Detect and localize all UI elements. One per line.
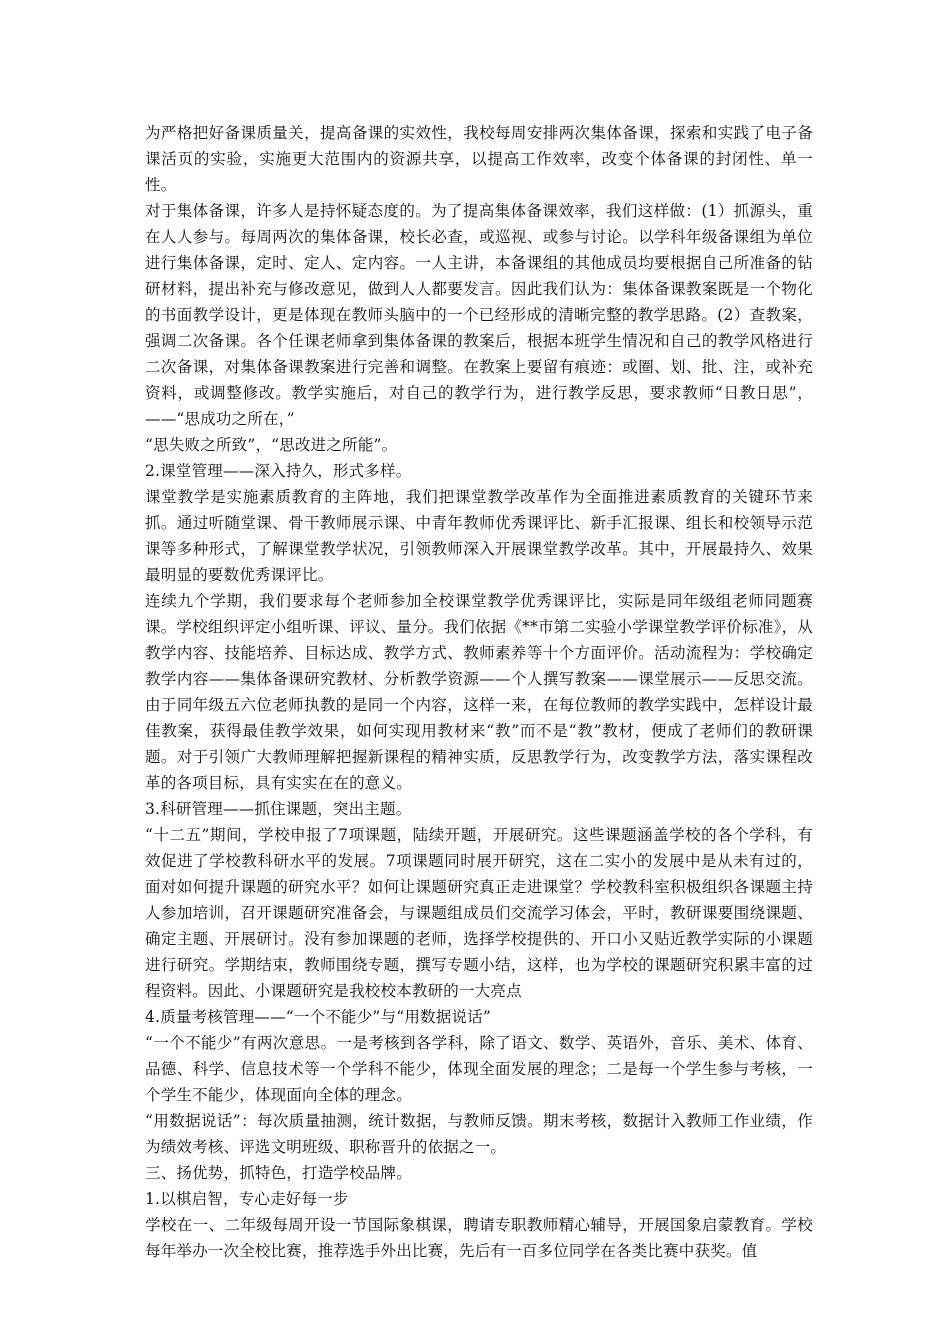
paragraph-14: 学校在一、二年级每周开设一节国际象棋课，聘请专职教师精心辅导，开展国象启蒙教育。学校每年举办一次全校比赛，推荐选手外出比赛，先后有一百多位同学在各类比赛中获奖。值 — [145, 1216, 813, 1260]
document-body — [145, 120, 813, 1264]
paragraph-6: 连续九个学期，我们要求每个老师参加全校课堂教学优秀课评比，实际是同年级组老师同题赛课。学校组织评定小组听课、评议、量分。我们依据《**市第二实验小学课堂教学评价标准》，从教学内容、技能培养、目标达成、教学方式、教师素养等十个方面评价。活动流程为：学校确定教学内容——集体备课研究教材、分析教学资源——个人撰写教案——课堂展示——反思交流。由于同年级五六位老师执教的是同一个内容，这样一来，在每位教师的教学实践中，怎样设计最佳教案，获得最佳教学效果，如何实现用教材来“教”而不是“教”教材，便成了老师们的教研课题。对于引领广大教师理解把握新课程的精神实质，反思教学行为，改变教学方法，落实课程改革的各项目标，具有实实在在的意义。 — [145, 592, 813, 792]
paragraph-11: “用数据说话”：每次质量抽测，统计数据，与教师反馈。期末考核，数据计入教师工作业绩，作为绩效考核、评选文明班级、职称晋升的依据之一。 — [145, 1112, 813, 1156]
paragraph-10: “一个不能少”有两次意思。一是考核到各学科，除了语文、数学、英语外，音乐、美术、体育、品德、科学、信息技术等一个学科不能少，体现全面发展的理念；二是每一个学生参与考核，一个学生不能少，体现面向全体的理念。 — [145, 1034, 813, 1104]
paragraph-1: 为严格把好备课质量关，提高备课的实效性，我校每周安排两次集体备课，探索和实践了电子备课活页的实验，实施更大范围内的资源共享，以提高工作效率，改变个体备课的封闭性、单一性。 — [145, 124, 813, 194]
subsection-heading-chess: 1.以棋启智，专心走好每一步 — [145, 1190, 349, 1208]
paragraph-5: 课堂教学是实施素质教育的主阵地，我们把课堂教学改革作为全面推进素质教育的关键环节来抓。通过听随堂课、骨干教师展示课、中青年教师优秀课评比、新手汇报课、组长和校领导示范课等多种形式，了解课堂教学状况，引领教师深入开展课堂教学改革。其中，开展最持久、效果最明显的要数优秀课评比。 — [145, 488, 813, 584]
section-heading-research: 3.科研管理——抓住课题，突出主题。 — [145, 800, 412, 818]
section-heading-quality: 4.质量考核管理——“一个不能少”与“用数据说话” — [145, 1008, 491, 1026]
paragraph-3: “思失败之所致”，“思改进之所能”。 — [145, 436, 398, 454]
section-heading-classroom: 2.课堂管理——深入持久，形式多样。 — [145, 462, 412, 480]
paragraph-2: 对于集体备课，许多人是持怀疑态度的。为了提高集体备课效率，我们这样做：(1）抓源头，重在人人参与。每周两次的集体备课，校长必查，或巡视、或参与讨论。以学科年级备课组为单位进行集体备课，定时、定人、定内容。一人主讲，本备课组的其他成员均要根据自己所准备的钻研材料，提出补充与修改意见，做到人人都要发言。因此我们认为：集体备课教案既是一个物化的书面教学设计，更是体现在教师头脑中的一个已经形成的清晰完整的教学思路。(2）查教案，强调二次备课。各个任课老师拿到集体备课的教案后，根据本班学生情况和自己的教学风格进行二次备课，对集体备课教案进行完善和调整。在教案上要留有痕迹：或圈、划、批、注，或补充资料，或调整修改。教学实施后，对自己的教学行为，进行教学反思，要求教师“日教日思”，——“思成功之所在，” — [145, 202, 813, 428]
paragraph-8: “十二五”期间，学校申报了7项课题，陆续开题，开展研究。这些课题涵盖学校的各个学科，有效促进了学校教科研水平的发展。7项课题同时展开研究，这在二实小的发展中是从未有过的，面对如何提升课题的研究水平？如何让课题研究真正走进课堂？学校教科室积极组织各课题主持人参加培训，召开课题研究准备会，与课题组成员们交流学习体会，平时，教研课要围绕课题、确定主题、开展研讨。没有参加课题的老师，选择学校提供的、开口小又贴近教学实际的小课题进行研究。学期结束，教师围绕专题，撰写专题小结，这样，也为学校的课题研究积累丰富的过程资料。因此、小课题研究是我校校本教研的一大亮点 — [145, 826, 813, 1000]
section-heading-brand: 三、扬优势，抓特色，打造学校品牌。 — [145, 1164, 412, 1182]
